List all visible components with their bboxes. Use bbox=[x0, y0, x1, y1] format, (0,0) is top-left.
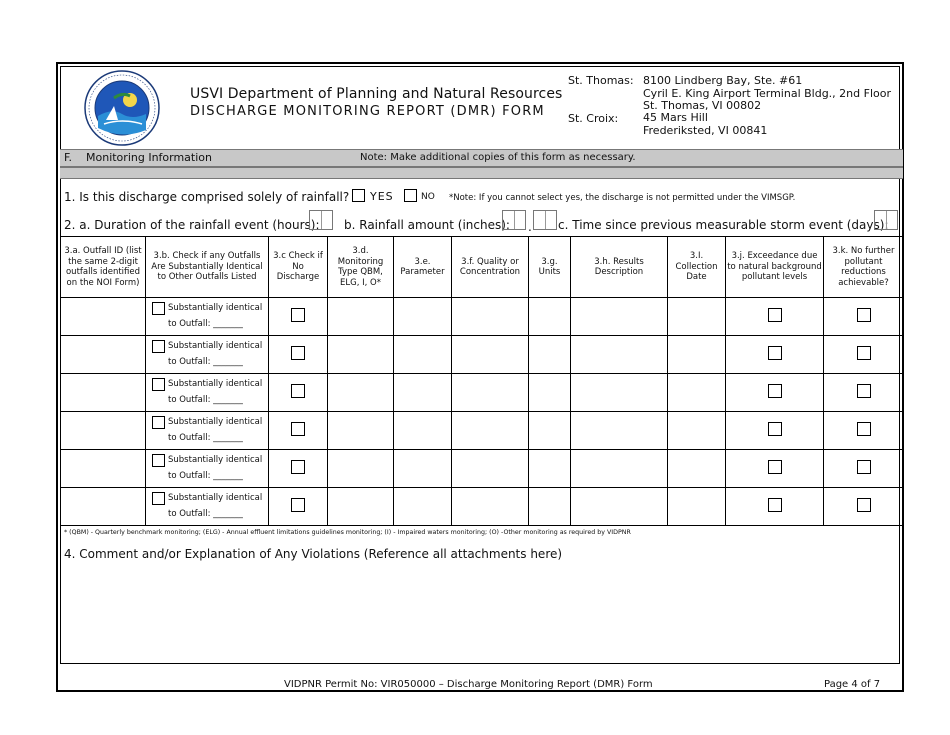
table-row bbox=[61, 336, 904, 374]
identical-cell[interactable] bbox=[146, 412, 269, 450]
no-discharge-checkbox[interactable] bbox=[291, 460, 305, 474]
parameter-cell[interactable] bbox=[394, 412, 452, 450]
no-discharge-cell[interactable] bbox=[269, 412, 328, 450]
identical-cell[interactable] bbox=[146, 298, 269, 336]
st-croix-address-1: 45 Mars Hill bbox=[643, 111, 708, 124]
col-header-results: 3.h. Results Description bbox=[571, 237, 668, 298]
results-cell[interactable] bbox=[571, 450, 668, 488]
comments-area[interactable] bbox=[60, 566, 900, 662]
identical-cell[interactable] bbox=[146, 374, 269, 412]
rainfall-duration-input[interactable] bbox=[309, 210, 333, 230]
org-title: USVI Department of Planning and Natural Resources bbox=[190, 86, 563, 102]
no-discharge-checkbox[interactable] bbox=[291, 346, 305, 360]
st-croix-label: St. Croix: bbox=[568, 112, 619, 125]
results-cell[interactable] bbox=[571, 336, 668, 374]
identical-label: Substantially identical bbox=[168, 341, 263, 351]
q1-note: *Note: If you cannot select yes, the discharge is not permitted under the VIMSGP. bbox=[449, 193, 796, 203]
section-spacer-band bbox=[60, 167, 903, 179]
col-header-exceedance: 3.j. Exceedance due to natural background pollutant levels bbox=[726, 237, 824, 298]
q1-no-checkbox[interactable] bbox=[404, 189, 417, 202]
no-further-checkbox[interactable] bbox=[857, 422, 871, 436]
col-header-collection-date: 3.I. Collection Date bbox=[668, 237, 726, 298]
col-header-no-discharge: 3.c Check if No Discharge bbox=[269, 237, 328, 298]
no-discharge-cell[interactable] bbox=[269, 450, 328, 488]
units-cell[interactable] bbox=[529, 298, 571, 336]
section-label: F. bbox=[64, 151, 73, 164]
exceedance-cell[interactable] bbox=[726, 488, 824, 526]
no-discharge-checkbox[interactable] bbox=[291, 384, 305, 398]
identical-label: Substantially identical bbox=[168, 303, 263, 313]
rainfall-amount-decimal-input[interactable] bbox=[533, 210, 557, 230]
q1-no-label: NO bbox=[421, 192, 435, 202]
monitoring-table bbox=[60, 236, 904, 526]
footer-permit: VIDPNR Permit No: VIR050000 – Discharge Monitoring Report (DMR) Form bbox=[284, 679, 653, 690]
col-header-outfall-id: 3.a. Outfall ID (list the same 2-digit outfalls identified on the NOI Form) bbox=[61, 237, 146, 298]
exceedance-checkbox[interactable] bbox=[768, 498, 782, 512]
identical-checkbox[interactable] bbox=[152, 416, 165, 429]
footnote: * (QBM) - Quarterly benchmark monitoring; (ELG) - Annual effluent limitations guidelines monitoring; (I) - Impaired waters monitoring; (O) -Other monitoring as required by VIDPNR bbox=[64, 529, 631, 536]
col-header-units: 3.g. Units bbox=[529, 237, 571, 298]
exceedance-cell[interactable] bbox=[726, 336, 824, 374]
col-header-quality: 3.f. Quality or Concentration bbox=[452, 237, 529, 298]
quality-cell[interactable] bbox=[452, 412, 529, 450]
table-row bbox=[61, 450, 904, 488]
exceedance-cell[interactable] bbox=[726, 412, 824, 450]
no-discharge-checkbox[interactable] bbox=[291, 498, 305, 512]
st-thomas-address-2: Cyril E. King Airport Terminal Bldg., 2nd Floor bbox=[643, 87, 891, 100]
identical-checkbox[interactable] bbox=[152, 492, 165, 505]
monitoring-type-cell[interactable] bbox=[328, 488, 394, 526]
no-further-checkbox[interactable] bbox=[857, 498, 871, 512]
exceedance-checkbox[interactable] bbox=[768, 346, 782, 360]
identical-label: Substantially identical bbox=[168, 379, 263, 389]
no-further-cell[interactable] bbox=[824, 488, 904, 526]
results-cell[interactable] bbox=[571, 298, 668, 336]
section-title: Monitoring Information bbox=[86, 151, 212, 164]
monitoring-type-cell[interactable] bbox=[328, 336, 394, 374]
no-discharge-cell[interactable] bbox=[269, 298, 328, 336]
identical-cell[interactable] bbox=[146, 450, 269, 488]
no-further-cell[interactable] bbox=[824, 374, 904, 412]
quality-cell[interactable] bbox=[452, 374, 529, 412]
collection-date-cell[interactable] bbox=[668, 374, 726, 412]
monitoring-type-cell[interactable] bbox=[328, 450, 394, 488]
monitoring-type-cell[interactable] bbox=[328, 374, 394, 412]
identical-outfall-label: to Outfall: _______ bbox=[168, 509, 243, 519]
no-discharge-cell[interactable] bbox=[269, 336, 328, 374]
exceedance-checkbox[interactable] bbox=[768, 460, 782, 474]
collection-date-cell[interactable] bbox=[668, 488, 726, 526]
col-header-no-further: 3.k. No further pollutant reductions achievable? bbox=[824, 237, 904, 298]
no-discharge-cell[interactable] bbox=[269, 488, 328, 526]
exceedance-checkbox[interactable] bbox=[768, 384, 782, 398]
monitoring-type-cell[interactable] bbox=[328, 298, 394, 336]
results-cell[interactable] bbox=[571, 488, 668, 526]
decimal-point: . bbox=[528, 220, 532, 234]
no-further-cell[interactable] bbox=[824, 412, 904, 450]
quality-cell[interactable] bbox=[452, 298, 529, 336]
q2a-label: 2. a. Duration of the rainfall event (hours): bbox=[64, 218, 320, 232]
no-further-cell[interactable] bbox=[824, 298, 904, 336]
identical-checkbox[interactable] bbox=[152, 302, 165, 315]
no-further-checkbox[interactable] bbox=[857, 384, 871, 398]
parameter-cell[interactable] bbox=[394, 298, 452, 336]
col-header-parameter: 3.e. Parameter bbox=[394, 237, 452, 298]
no-discharge-checkbox[interactable] bbox=[291, 308, 305, 322]
exceedance-checkbox[interactable] bbox=[768, 308, 782, 322]
no-discharge-checkbox[interactable] bbox=[291, 422, 305, 436]
col-header-monitoring-type: 3.d. Monitoring Type QBM, ELG, I, O* bbox=[328, 237, 394, 298]
parameter-cell[interactable] bbox=[394, 374, 452, 412]
no-further-checkbox[interactable] bbox=[857, 460, 871, 474]
parameter-cell[interactable] bbox=[394, 336, 452, 374]
outfall-id-cell[interactable] bbox=[61, 374, 146, 412]
footer-page-number: Page 4 of 7 bbox=[824, 679, 881, 690]
parameter-cell[interactable] bbox=[394, 488, 452, 526]
st-croix-address-2: Frederiksted, VI 00841 bbox=[643, 124, 768, 137]
units-cell[interactable] bbox=[529, 412, 571, 450]
q1-yes-label: YES bbox=[370, 190, 394, 203]
exceedance-cell[interactable] bbox=[726, 298, 824, 336]
identical-outfall-label: to Outfall: _______ bbox=[168, 319, 243, 329]
units-cell[interactable] bbox=[529, 374, 571, 412]
quality-cell[interactable] bbox=[452, 450, 529, 488]
collection-date-cell[interactable] bbox=[668, 412, 726, 450]
identical-checkbox[interactable] bbox=[152, 454, 165, 467]
days-since-storm-input[interactable] bbox=[874, 210, 898, 230]
monitoring-type-cell[interactable] bbox=[328, 412, 394, 450]
units-cell[interactable] bbox=[529, 336, 571, 374]
no-further-checkbox[interactable] bbox=[857, 346, 871, 360]
parameter-cell[interactable] bbox=[394, 450, 452, 488]
collection-date-cell[interactable] bbox=[668, 336, 726, 374]
outfall-id-cell[interactable] bbox=[61, 336, 146, 374]
identical-outfall-label: to Outfall: _______ bbox=[168, 357, 243, 367]
rainfall-amount-whole-input[interactable] bbox=[502, 210, 526, 230]
identical-outfall-label: to Outfall: _______ bbox=[168, 471, 243, 481]
identical-outfall-label: to Outfall: _______ bbox=[168, 395, 243, 405]
outfall-id-cell[interactable] bbox=[61, 450, 146, 488]
identical-checkbox[interactable] bbox=[152, 378, 165, 391]
section-note: Note: Make additional copies of this form as necessary. bbox=[360, 152, 636, 163]
table-row bbox=[61, 374, 904, 412]
table-row bbox=[61, 488, 904, 526]
units-cell[interactable] bbox=[529, 488, 571, 526]
form-title: DISCHARGE MONITORING REPORT (DMR) FORM bbox=[190, 104, 545, 119]
table-header-row bbox=[61, 237, 904, 298]
identical-cell[interactable] bbox=[146, 488, 269, 526]
no-discharge-cell[interactable] bbox=[269, 374, 328, 412]
table-row bbox=[61, 298, 904, 336]
exceedance-checkbox[interactable] bbox=[768, 422, 782, 436]
no-further-checkbox[interactable] bbox=[857, 308, 871, 322]
results-cell[interactable] bbox=[571, 374, 668, 412]
units-cell[interactable] bbox=[529, 450, 571, 488]
outfall-id-cell[interactable] bbox=[61, 488, 146, 526]
st-thomas-address-1: 8100 Lindberg Bay, Ste. #61 bbox=[643, 74, 803, 87]
identical-outfall-label: to Outfall: _______ bbox=[168, 433, 243, 443]
identical-label: Substantially identical bbox=[168, 493, 263, 503]
dpnr-seal-logo bbox=[84, 70, 160, 146]
q2b-label: b. Rainfall amount (inches): bbox=[344, 218, 510, 232]
q1-text: 1. Is this discharge comprised solely of rainfall? bbox=[64, 190, 350, 204]
identical-checkbox[interactable] bbox=[152, 340, 165, 353]
table-row bbox=[61, 412, 904, 450]
no-further-cell[interactable] bbox=[824, 450, 904, 488]
quality-cell[interactable] bbox=[452, 336, 529, 374]
q4-label: 4. Comment and/or Explanation of Any Violations (Reference all attachments here) bbox=[64, 547, 563, 561]
outfall-id-cell[interactable] bbox=[61, 412, 146, 450]
st-thomas-label: St. Thomas: bbox=[568, 74, 634, 87]
results-cell[interactable] bbox=[571, 412, 668, 450]
q2c-label: c. Time since previous measurable storm event (days): bbox=[558, 218, 889, 232]
no-further-cell[interactable] bbox=[824, 336, 904, 374]
identical-cell[interactable] bbox=[146, 336, 269, 374]
col-header-identical: 3.b. Check if any Outfalls Are Substantially Identical to Other Outfalls Listed bbox=[146, 237, 269, 298]
collection-date-cell[interactable] bbox=[668, 298, 726, 336]
outfall-id-cell[interactable] bbox=[61, 298, 146, 336]
q1-yes-checkbox[interactable] bbox=[352, 189, 365, 202]
identical-label: Substantially identical bbox=[168, 417, 263, 427]
identical-label: Substantially identical bbox=[168, 455, 263, 465]
st-thomas-address-3: St. Thomas, VI 00802 bbox=[643, 99, 762, 112]
quality-cell[interactable] bbox=[452, 488, 529, 526]
collection-date-cell[interactable] bbox=[668, 450, 726, 488]
exceedance-cell[interactable] bbox=[726, 374, 824, 412]
exceedance-cell[interactable] bbox=[726, 450, 824, 488]
